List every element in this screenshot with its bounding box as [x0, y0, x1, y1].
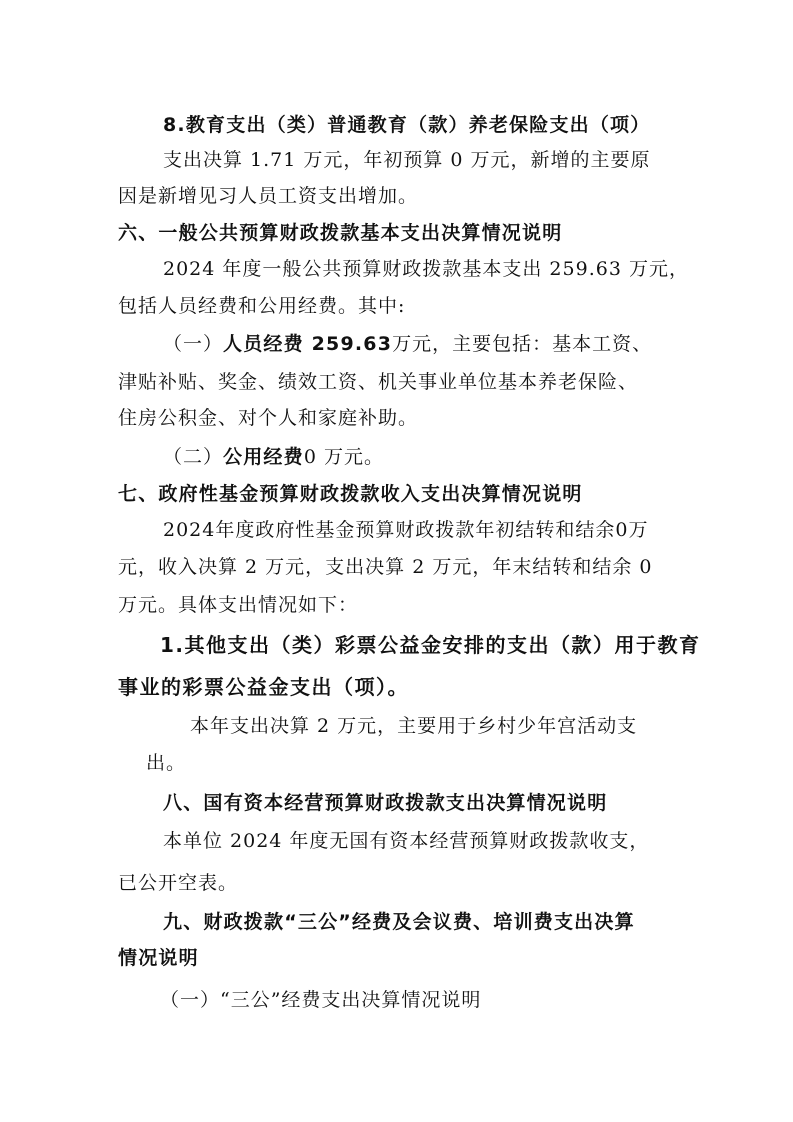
paragraph-line: 本年支出决算 2 万元，主要用于乡村少年宫活动支 [190, 715, 638, 737]
section-9-heading: 九、财政拨款“三公”经费及会议费、培训费支出决算 [163, 911, 635, 933]
paragraph-line: 已公开空表。 [118, 872, 239, 894]
paragraph-line: 万元。具体支出情况如下： [118, 594, 359, 616]
sub-item-heading: 1.其他支出（类）彩票公益金安排的支出（款）用于教育 [160, 633, 701, 657]
section-8b-heading: 八、国有资本经营预算财政拨款支出决算情况说明 [163, 792, 608, 814]
paragraph-line: 2024 年度一般公共预算财政拨款基本支出 259.63 万元， [163, 258, 689, 280]
list-item-text: 万元，主要包括：基本工资、 [392, 333, 653, 355]
paragraph-line: 住房公积金、对个人和家庭补助。 [118, 407, 419, 429]
list-item-prefix: （一） [163, 333, 224, 355]
paragraph-line: 包括人员经费和公用经费。其中: [118, 295, 406, 317]
section-9-heading-cont: 情况说明 [118, 947, 199, 969]
list-item-text: 0 万元。 [303, 446, 384, 468]
paragraph-line: 津贴补贴、奖金、绩效工资、机关事业单位基本养老保险、 [118, 371, 639, 393]
section-8-heading: 8.教育支出（类）普通教育（款）养老保险支出（项） [163, 114, 651, 136]
public-expense-label: 公用经费 [223, 446, 304, 468]
paragraph-line: 出。 [146, 752, 187, 774]
section-7-heading: 七、政府性基金预算财政拨款收入支出决算情况说明 [118, 483, 583, 505]
personnel-expense-label: 人员经费 259.63 [223, 333, 393, 355]
list-item-personnel [163, 331, 652, 357]
paragraph-line: 2024年度政府性基金预算财政拨款年初结转和结余0万 [163, 519, 649, 541]
sub-item-heading: （一）“三公”经费支出决算情况说明 [160, 989, 482, 1011]
list-item-public [163, 444, 384, 470]
sub-item-heading: 事业的彩票公益金支出（项）。 [118, 675, 409, 699]
list-item-prefix: （二） [163, 446, 224, 468]
paragraph-line: 支出决算 1.71 万元，年初预算 0 万元，新增的主要原 [163, 149, 651, 171]
section-6-heading: 六、一般公共预算财政拨款基本支出决算情况说明 [118, 222, 563, 244]
paragraph-line: 元，收入决算 2 万元，支出决算 2 万元，年末结转和结余 0 [118, 556, 653, 578]
paragraph-line: 本单位 2024 年度无国有资本经营预算财政拨款收支， [163, 830, 650, 852]
paragraph-line: 因是新增见习人员工资支出增加。 [118, 185, 419, 207]
